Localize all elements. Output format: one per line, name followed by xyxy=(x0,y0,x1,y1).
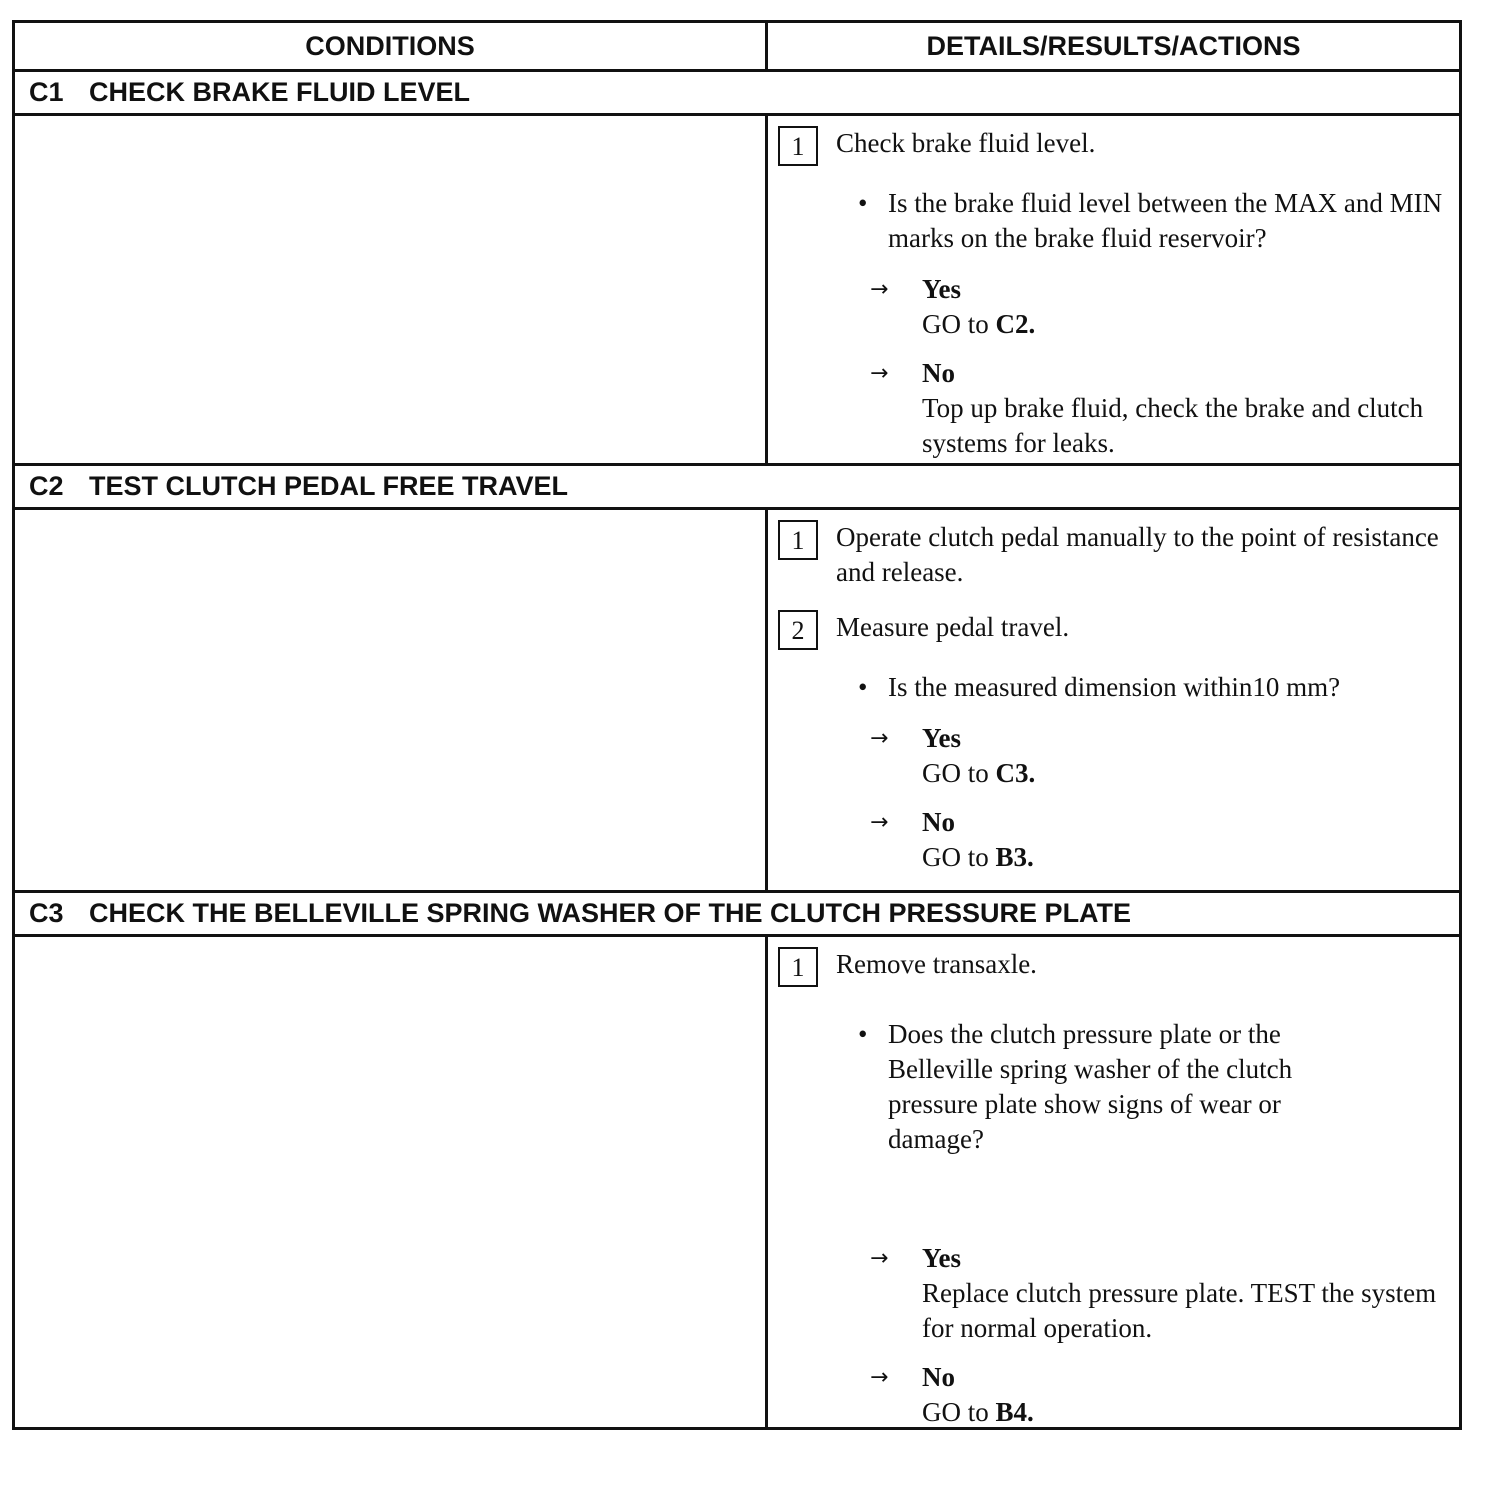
question xyxy=(858,1017,1357,1157)
step xyxy=(778,126,1447,166)
question-text: Does the clutch pressure plate or the Belleville spring washer of the clutch pressure plate show signs of wear or damage? xyxy=(888,1019,1293,1154)
right-arrow-icon: → xyxy=(870,726,889,751)
step-number: 1 xyxy=(778,520,818,560)
actions-cell xyxy=(768,116,1459,463)
outcome-label: Yes xyxy=(922,723,961,753)
section-title-c2 xyxy=(15,466,1459,510)
step-text: Check brake fluid level. xyxy=(836,128,1096,158)
section-heading: CHECK BRAKE FLUID LEVEL xyxy=(89,77,471,107)
section-body-c2 xyxy=(15,510,1459,893)
outcome-label: Yes xyxy=(922,274,961,304)
bullet-icon: • xyxy=(858,1019,868,1049)
question xyxy=(858,670,1447,705)
bullet-icon: • xyxy=(858,188,868,218)
question-text: Is the brake fluid level between the MAX and MIN marks on the brake fluid reservoir? xyxy=(888,188,1443,253)
section-code: C3 xyxy=(29,898,64,928)
conditions-cell xyxy=(15,510,768,890)
outcome-no xyxy=(870,1360,1447,1430)
section-title-c3 xyxy=(15,893,1459,937)
conditions-cell xyxy=(15,116,768,463)
step-number: 1 xyxy=(778,947,818,987)
right-arrow-icon: → xyxy=(870,277,889,302)
outcome-label: Yes xyxy=(922,1243,961,1273)
step-text: Measure pedal travel. xyxy=(836,612,1070,642)
outcome-yes xyxy=(870,272,1447,342)
step-number: 1 xyxy=(778,126,818,166)
step xyxy=(778,520,1447,590)
outcome-text: GO to B3. xyxy=(922,842,1034,872)
outcome-text: GO to C2. xyxy=(922,309,1036,339)
section-code: C1 xyxy=(29,77,64,107)
right-arrow-icon: → xyxy=(870,1246,889,1271)
step-text: Operate clutch pedal manually to the point of resistance and release. xyxy=(836,522,1439,587)
right-arrow-icon: → xyxy=(870,810,889,835)
right-arrow-icon: → xyxy=(870,1365,889,1390)
actions-cell xyxy=(768,937,1459,1427)
bullet-icon: • xyxy=(858,672,868,702)
section-heading: CHECK THE BELLEVILLE SPRING WASHER OF THE CLUTCH PRESSURE PLATE xyxy=(89,898,1132,928)
outcome-text: Top up brake fluid, check the brake and clutch systems for leaks. xyxy=(922,393,1424,458)
outcome-no xyxy=(870,356,1447,461)
section-body-c1 xyxy=(15,116,1459,466)
step-text: Remove transaxle. xyxy=(836,949,1037,979)
details-header: DETAILS/RESULTS/ACTIONS xyxy=(926,30,1301,61)
section-title-c1 xyxy=(15,72,1459,116)
outcome-yes xyxy=(870,721,1447,791)
diagnostic-table xyxy=(12,20,1462,1430)
question-text: Is the measured dimension within10 mm? xyxy=(888,672,1341,702)
question xyxy=(858,186,1447,256)
outcome-no xyxy=(870,805,1447,875)
step xyxy=(778,947,1447,987)
outcome-yes xyxy=(870,1241,1447,1346)
conditions-cell xyxy=(15,937,768,1427)
outcome-label: No xyxy=(922,358,955,388)
outcome-label: No xyxy=(922,1362,955,1392)
outcome-text: GO to C3. xyxy=(922,758,1036,788)
step xyxy=(778,610,1447,650)
outcome-text: Replace clutch pressure plate. TEST the system for normal operation. xyxy=(922,1278,1437,1343)
step-number: 2 xyxy=(778,610,818,650)
conditions-header: CONDITIONS xyxy=(15,23,768,69)
table-header xyxy=(15,23,1459,72)
actions-cell xyxy=(768,510,1459,890)
right-arrow-icon: → xyxy=(870,361,889,386)
section-body-c3 xyxy=(15,937,1459,1427)
outcome-label: No xyxy=(922,807,955,837)
outcome-text: GO to B4. xyxy=(922,1397,1034,1427)
section-code: C2 xyxy=(29,471,64,501)
section-heading: TEST CLUTCH PEDAL FREE TRAVEL xyxy=(89,471,569,501)
